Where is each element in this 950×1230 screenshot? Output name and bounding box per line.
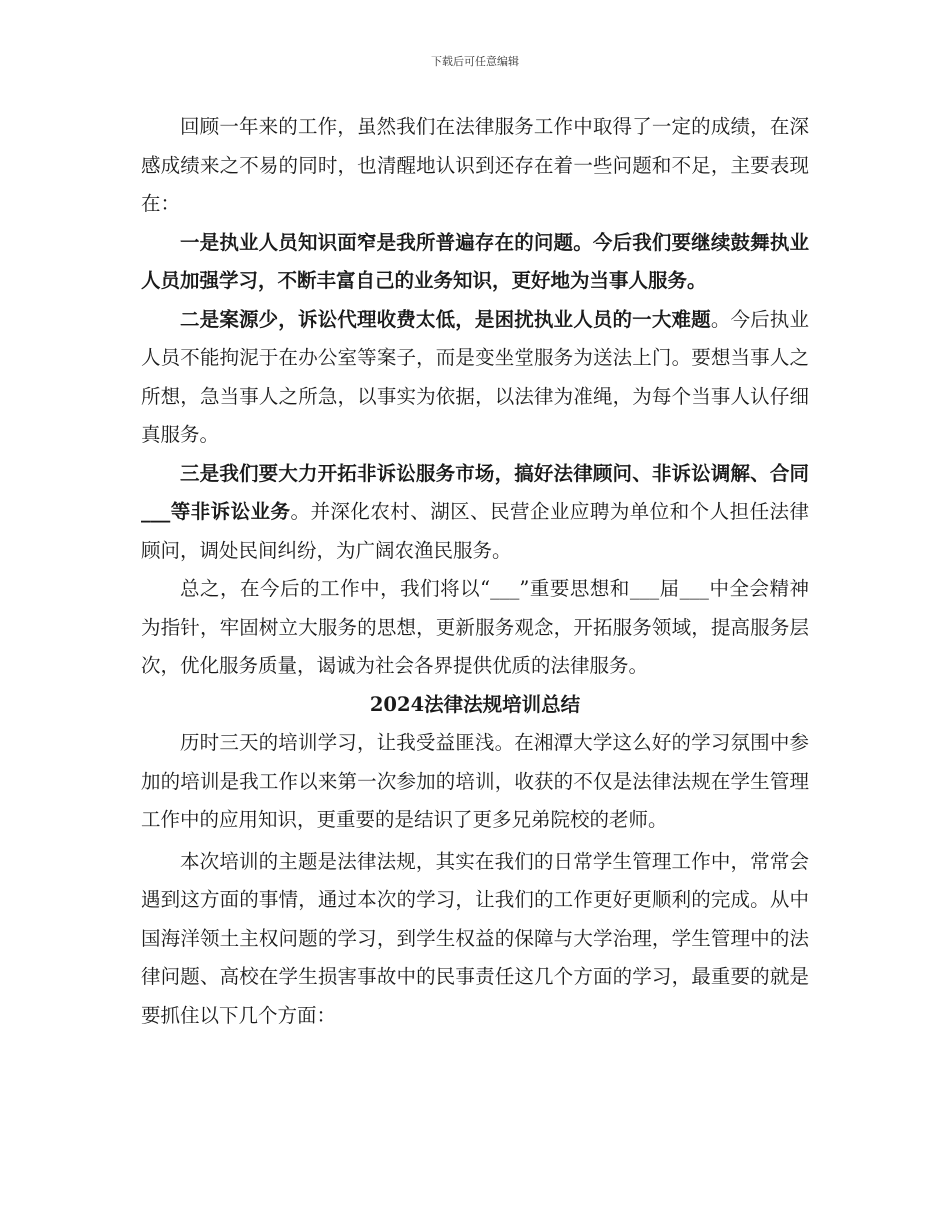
issue-two-body: 。今后执业人员不能拘泥于在办公室等案子，而是变坐堂服务为送法上门。要想当事人之所想，急当事人之所急，以事实为依据，以法律为准绳，为每个当事人认仔细真服务。: [141, 307, 809, 446]
paragraph-issue-one: 一是执业人员知识面窄是我所普遍存在的问题。今后我们要继续鼓舞执业人员加强学习，不断丰富自己的业务知识，更好地为当事人服务。: [141, 230, 809, 292]
section-title: 2024法律法规培训总结: [369, 692, 581, 716]
paragraph-training-theme: 本次培训的主题是法律法规，其实在我们的日常学生管理工作中，常常会遇到这方面的事情，通过本次的学习，让我们的工作更好更顺利的完成。从中国海洋领土主权问题的学习，到学生权益的保障与大学治理，学生管理中的法律问题、高校在学生损害事故中的民事责任这几个方面的学习，最重要的就是要抓住以下几个方面：: [141, 849, 809, 1027]
paragraph-training-intro: 历时三天的培训学习，让我受益匪浅。在湘潭大学这么好的学习氛围中参加的培训是我工作以来第一次参加的培训，收获的不仅是法律法规在学生管理工作中的应用知识，更重要的是结识了更多兄弟院校的老师。: [141, 731, 809, 831]
issue-three-body: 。并深化农村、湖区、民营企业应聘为单位和个人担任法律顾问，调处民间纠纷，为广阔农渔民服务。: [141, 500, 809, 562]
paragraph-conclusion: 总之，在今后的工作中，我们将以“___”重要思想和___届___中全会精神为指针，牢固树立大服务的思想，更新服务观念，开拓服务领域，提高服务层次，优化服务质量，谒诚为社会各界提供优质的法律服务。: [141, 577, 809, 677]
page-header: 下载后可任意编辑: [431, 55, 519, 68]
issue-two-heading: 二是案源少，诉讼代理收费太低，是困扰执业人员的一大难题: [180, 307, 711, 331]
paragraph-issue-two: [141, 301, 809, 455]
paragraph-issue-three: [141, 455, 809, 571]
issue-three-heading: 三是我们要大力开拓非诉讼服务市场，搞好法律顾问、非诉讼调解、合同___等非诉讼业务: [141, 461, 809, 523]
document-body: [141, 108, 809, 1035]
paragraph-review: 回顾一年来的工作，虽然我们在法律服务工作中取得了一定的成绩，在深感成绩来之不易的同时，也清醒地认识到还存在着一些问题和不足，主要表现在：: [141, 115, 809, 215]
